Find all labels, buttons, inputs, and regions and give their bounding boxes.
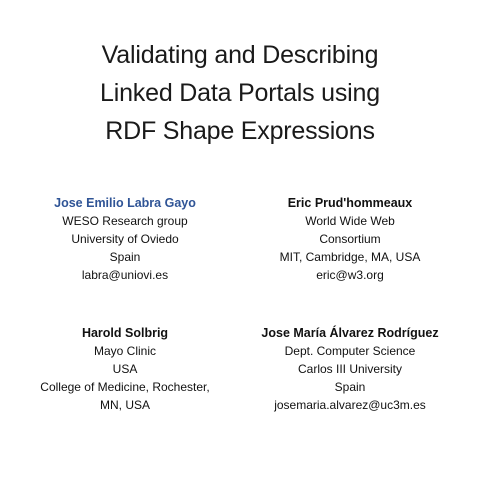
author-email: labra@uniovi.es (81, 268, 169, 282)
author-country: Spain (334, 380, 366, 394)
author-email: eric@w3.org (316, 268, 384, 282)
author-country: Spain (109, 250, 141, 264)
author-affiliation: World Wide Web (305, 214, 395, 228)
author-name: Jose Emilio Labra Gayo (54, 196, 196, 210)
author-country: USA (112, 362, 138, 376)
author-block-solbrig (15, 324, 235, 414)
author-block-labra (15, 194, 235, 284)
author-affiliation: Dept. Computer Science (284, 344, 416, 358)
author-affiliation: College of Medicine, Rochester, (40, 380, 210, 394)
author-email: josemaria.alvarez@uc3m.es (274, 398, 426, 412)
author-affiliation: WESO Research group (62, 214, 188, 228)
title-line-3: RDF Shape Expressions (105, 117, 375, 145)
title-line-1: Validating and Describing (101, 41, 379, 69)
slide-title (40, 36, 440, 150)
author-location: MN, USA (99, 398, 150, 412)
author-affiliation: University of Oviedo (71, 232, 179, 246)
title-line-2: Linked Data Portals using (100, 79, 380, 107)
author-name: Harold Solbrig (81, 326, 169, 340)
author-name: Jose María Álvarez Rodríguez (261, 326, 439, 340)
author-affiliation: Consortium (319, 232, 381, 246)
author-location: MIT, Cambridge, MA, USA (279, 250, 421, 264)
author-block-prudhommeaux (240, 194, 460, 284)
author-block-alvarez (240, 324, 460, 414)
author-name: Eric Prud'hommeaux (287, 196, 413, 210)
author-affiliation: Carlos III University (297, 362, 403, 376)
author-affiliation: Mayo Clinic (93, 344, 156, 358)
